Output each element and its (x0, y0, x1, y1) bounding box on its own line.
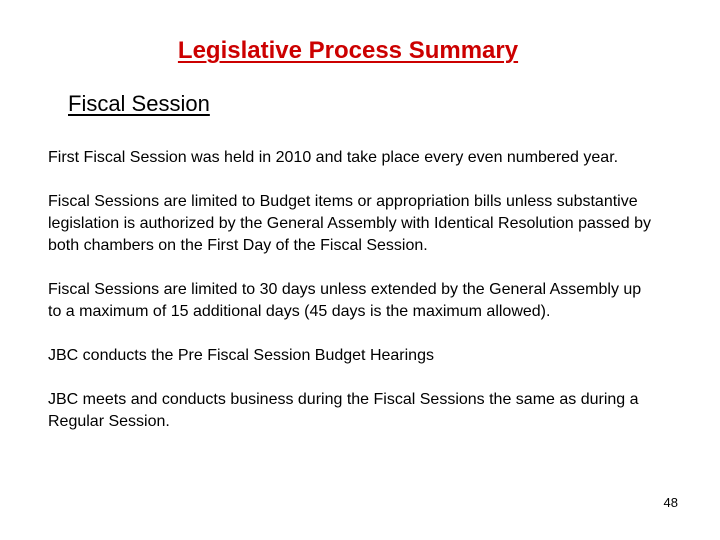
paragraph-jbc-business: JBC meets and conducts business during the Fiscal Sessions the same as during a Regular Session. (48, 391, 639, 430)
body-text (48, 147, 658, 455)
page-number: 48 (663, 495, 678, 510)
paragraph-budget-hearings: JBC conducts the Pre Fiscal Session Budget Hearings (48, 347, 434, 364)
paragraph-first-session: First Fiscal Session was held in 2010 and take place every even numbered year. (48, 149, 619, 166)
paragraph-duration-limits: Fiscal Sessions are limited to 30 days unless extended by the General Assembly up to a maximum of 15 additional days (45 days is the maximum allowed). (48, 281, 642, 320)
section-subtitle: Fiscal Session (68, 91, 210, 116)
paragraph-budget-limits: Fiscal Sessions are limited to Budget items or appropriation bills unless substantive legislation is authorized by the General Assembly with Identical Resolution passed by both chambers on the First Day of the Fiscal Session. (48, 193, 651, 254)
slide-title: Legislative Process Summary (177, 37, 519, 64)
